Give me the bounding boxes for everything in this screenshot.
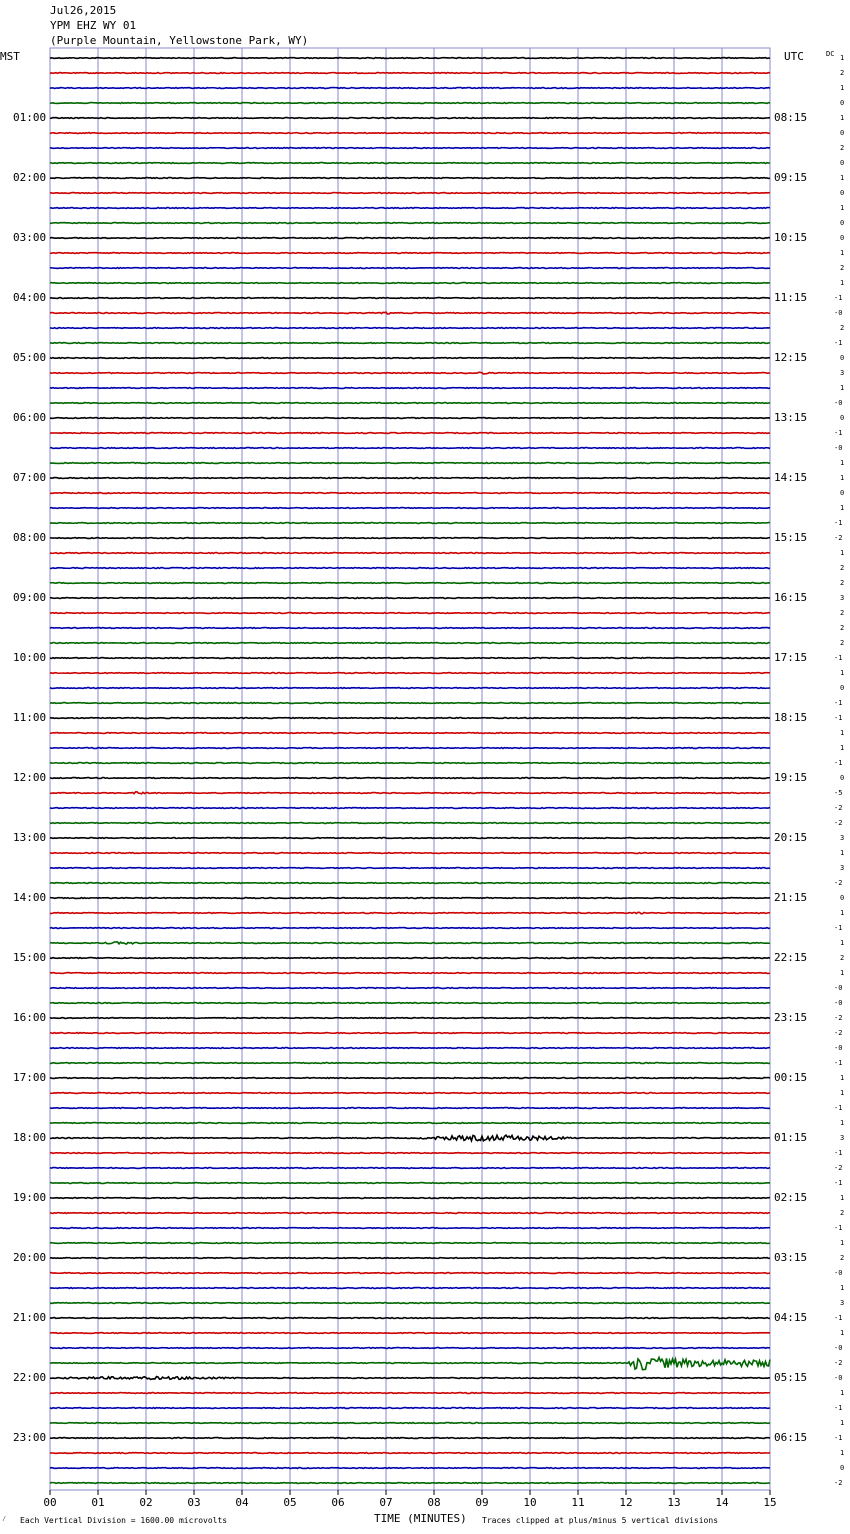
trace-row-57 xyxy=(50,912,770,913)
trace-row-73 xyxy=(50,1153,770,1154)
trace-row-39 xyxy=(50,643,770,644)
trace-row-8 xyxy=(50,178,770,179)
trace-row-23 xyxy=(50,403,770,404)
dc-offset-value: -1 xyxy=(834,339,843,347)
trace-row-91 xyxy=(50,1423,770,1424)
trace-row-10 xyxy=(50,208,770,209)
trace-row-78 xyxy=(50,1228,770,1229)
dc-offset-value: -2 xyxy=(834,1029,843,1037)
right-hour-label: 06:15 xyxy=(774,1431,808,1444)
dc-offset-value: 1 xyxy=(840,504,845,512)
trace-row-22 xyxy=(50,388,770,389)
right-hour-label: 20:15 xyxy=(774,831,808,844)
trace-row-15 xyxy=(50,283,770,284)
dc-offset-value: 1 xyxy=(840,249,845,257)
header-date: Jul26,2015 xyxy=(50,4,117,17)
trace-row-69 xyxy=(50,1093,770,1094)
header-station: YPM EHZ WY 01 xyxy=(50,19,137,32)
header-location: (Purple Mountain, Yellowstone Park, WY) xyxy=(50,34,309,47)
dc-offset-value: -1 xyxy=(834,1224,843,1232)
trace-row-80 xyxy=(50,1258,770,1259)
trace-row-56 xyxy=(50,898,770,899)
x-tick-label: 02 xyxy=(139,1496,153,1509)
trace-row-70 xyxy=(50,1108,770,1109)
dc-offset-value: -2 xyxy=(834,819,843,827)
trace-row-5 xyxy=(50,133,770,134)
left-hour-label: 23:00 xyxy=(13,1431,47,1444)
trace-row-88 xyxy=(50,1377,770,1380)
trace-row-32 xyxy=(50,538,770,539)
left-hour-label: 01:00 xyxy=(13,111,47,124)
trace-row-31 xyxy=(50,523,770,524)
left-hour-label: 08:00 xyxy=(13,531,47,544)
dc-offset-value: 1 xyxy=(840,744,845,752)
left-hour-label: 10:00 xyxy=(13,651,47,664)
dc-offset-value: 0 xyxy=(840,354,845,362)
dc-offset-value: -1 xyxy=(834,759,843,767)
trace-row-50 xyxy=(50,808,770,809)
x-tick-label: 12 xyxy=(619,1496,633,1509)
trace-row-2 xyxy=(50,88,770,89)
left-hour-label: 09:00 xyxy=(13,591,47,604)
dc-offset-value: -2 xyxy=(834,1359,843,1367)
dc-offset-value: -2 xyxy=(834,534,843,542)
trace-row-79 xyxy=(50,1243,770,1244)
clip-note: Traces clipped at plus/minus 5 vertical divisions xyxy=(482,1516,719,1525)
dc-offset-value: 2 xyxy=(840,324,845,332)
dc-offset-value: 1 xyxy=(840,204,845,212)
dc-offset-value: 2 xyxy=(840,579,845,587)
dc-offset-value: 1 xyxy=(840,849,845,857)
x-tick-label: 15 xyxy=(763,1496,777,1509)
x-tick-label: 13 xyxy=(667,1496,681,1509)
dc-offset-value: 1 xyxy=(840,549,845,557)
trace-row-9 xyxy=(50,193,770,194)
trace-row-72 xyxy=(50,1135,770,1141)
trace-row-4 xyxy=(50,118,770,119)
x-tick-label: 05 xyxy=(283,1496,297,1509)
trace-row-90 xyxy=(50,1408,770,1409)
trace-row-92 xyxy=(50,1438,770,1439)
trace-row-45 xyxy=(50,733,770,734)
trace-row-36 xyxy=(50,598,770,599)
dc-offset-value: -0 xyxy=(834,399,843,407)
dc-offset-value: 3 xyxy=(840,834,845,842)
trace-row-54 xyxy=(50,868,770,869)
dc-offset-value: -0 xyxy=(834,1269,843,1277)
trace-row-85 xyxy=(50,1333,770,1334)
x-tick-label: 00 xyxy=(43,1496,57,1509)
dc-offset-value: 0 xyxy=(840,219,845,227)
right-hour-label: 08:15 xyxy=(774,111,808,124)
dc-offset-value: -2 xyxy=(834,1164,843,1172)
trace-row-76 xyxy=(50,1198,770,1199)
trace-row-0 xyxy=(50,58,770,59)
dc-offset-value: 1 xyxy=(840,474,845,482)
right-hour-label: 19:15 xyxy=(774,771,808,784)
trace-row-47 xyxy=(50,763,770,764)
trace-row-42 xyxy=(50,688,770,689)
trace-row-63 xyxy=(50,1003,770,1004)
dc-offset-value: 1 xyxy=(840,384,845,392)
dc-offset-value: 0 xyxy=(840,1464,845,1472)
trace-row-27 xyxy=(50,463,770,464)
trace-row-66 xyxy=(50,1048,770,1049)
left-hour-label: 14:00 xyxy=(13,891,47,904)
dc-offset-value: 2 xyxy=(840,624,845,632)
trace-row-61 xyxy=(50,973,770,974)
left-hour-label: 19:00 xyxy=(13,1191,47,1204)
dc-offset-value: 1 xyxy=(840,1119,845,1127)
trace-row-35 xyxy=(50,583,770,584)
dc-offset-value: 0 xyxy=(840,894,845,902)
x-tick-label: 07 xyxy=(379,1496,393,1509)
dc-offset-value: -0 xyxy=(834,999,843,1007)
dc-offset-value: 1 xyxy=(840,1329,845,1337)
trace-row-28 xyxy=(50,478,770,479)
left-hour-label: 02:00 xyxy=(13,171,47,184)
right-hour-label: 13:15 xyxy=(774,411,808,424)
dc-offset-value: 2 xyxy=(840,264,845,272)
dc-offset-value: -1 xyxy=(834,519,843,527)
trace-row-14 xyxy=(50,268,770,269)
trace-row-34 xyxy=(50,568,770,569)
x-tick-label: 09 xyxy=(475,1496,489,1509)
trace-row-16 xyxy=(50,298,770,299)
dc-offset-value: 1 xyxy=(840,174,845,182)
trace-row-41 xyxy=(50,673,770,674)
trace-row-38 xyxy=(50,628,770,629)
trace-row-1 xyxy=(50,73,770,74)
left-hour-label: 03:00 xyxy=(13,231,47,244)
right-hour-label: 05:15 xyxy=(774,1371,808,1384)
dc-offset-value: -2 xyxy=(834,879,843,887)
right-hour-label: 12:15 xyxy=(774,351,808,364)
trace-row-59 xyxy=(50,942,770,944)
trace-row-74 xyxy=(50,1168,770,1169)
left-hour-label: 18:00 xyxy=(13,1131,47,1144)
dc-offset-value: 0 xyxy=(840,189,845,197)
trace-row-26 xyxy=(50,448,770,449)
trace-row-7 xyxy=(50,163,770,164)
trace-row-24 xyxy=(50,418,770,419)
left-hour-label: 17:00 xyxy=(13,1071,47,1084)
trace-row-68 xyxy=(50,1078,770,1079)
dc-offset-value: -1 xyxy=(834,924,843,932)
right-hour-label: 00:15 xyxy=(774,1071,808,1084)
dc-offset-value: 1 xyxy=(840,279,845,287)
dc-offset-value: 0 xyxy=(840,99,845,107)
dc-offset-value: -0 xyxy=(834,984,843,992)
dc-offset-value: 1 xyxy=(840,939,845,947)
trace-row-60 xyxy=(50,958,770,959)
plot-frame xyxy=(50,48,770,1490)
right-hour-label: 02:15 xyxy=(774,1191,808,1204)
trace-row-17 xyxy=(50,312,770,314)
scale-mark: ⁄ xyxy=(2,1515,7,1523)
right-hour-label: 14:15 xyxy=(774,471,808,484)
left-hour-label: 04:00 xyxy=(13,291,47,304)
dc-offset-value: -1 xyxy=(834,654,843,662)
dc-offset-value: 0 xyxy=(840,414,845,422)
dc-offset-value: 0 xyxy=(840,234,845,242)
trace-row-40 xyxy=(50,658,770,659)
x-tick-label: 06 xyxy=(331,1496,345,1509)
dc-offset-value: 1 xyxy=(840,1449,845,1457)
trace-row-83 xyxy=(50,1303,770,1304)
right-hour-label: 09:15 xyxy=(774,171,808,184)
dc-offset-value: 3 xyxy=(840,864,845,872)
dc-offset-value: -1 xyxy=(834,1434,843,1442)
left-hour-label: 11:00 xyxy=(13,711,47,724)
trace-row-86 xyxy=(50,1348,770,1349)
dc-offset-value: 2 xyxy=(840,639,845,647)
trace-row-19 xyxy=(50,343,770,344)
right-hour-label: 10:15 xyxy=(774,231,808,244)
dc-offset-value: 2 xyxy=(840,954,845,962)
dc-offset-value: -1 xyxy=(834,1149,843,1157)
dc-offset-value: 0 xyxy=(840,489,845,497)
dc-offset-value: -5 xyxy=(834,789,843,797)
dc-offset-value: -1 xyxy=(834,1059,843,1067)
left-hour-label: 13:00 xyxy=(13,831,47,844)
trace-row-75 xyxy=(50,1183,770,1184)
dc-offset-value: 1 xyxy=(840,969,845,977)
right-hour-label: 15:15 xyxy=(774,531,808,544)
dc-offset-value: -1 xyxy=(834,699,843,707)
trace-row-18 xyxy=(50,328,770,329)
trace-row-46 xyxy=(50,748,770,749)
dc-offset-value: 2 xyxy=(840,1254,845,1262)
trace-row-67 xyxy=(50,1063,770,1064)
dc-offset-value: 2 xyxy=(840,144,845,152)
trace-row-21 xyxy=(50,372,770,374)
trace-row-95 xyxy=(50,1483,770,1484)
trace-row-20 xyxy=(50,358,770,359)
trace-row-11 xyxy=(50,223,770,224)
dc-offset-value: 1 xyxy=(840,84,845,92)
x-axis-title: TIME (MINUTES) xyxy=(374,1512,467,1525)
trace-row-44 xyxy=(50,718,770,719)
left-hour-label: 21:00 xyxy=(13,1311,47,1324)
trace-row-62 xyxy=(50,988,770,989)
dc-offset-value: 3 xyxy=(840,1299,845,1307)
dc-offset-value: -0 xyxy=(834,1344,843,1352)
x-tick-label: 01 xyxy=(91,1496,105,1509)
dc-offset-value: 1 xyxy=(840,1419,845,1427)
trace-row-12 xyxy=(50,238,770,239)
right-hour-label: 04:15 xyxy=(774,1311,808,1324)
left-hour-label: 12:00 xyxy=(13,771,47,784)
right-hour-label: 11:15 xyxy=(774,291,808,304)
left-hour-label: 16:00 xyxy=(13,1011,47,1024)
dc-offset-value: 1 xyxy=(840,669,845,677)
dc-offset-value: 1 xyxy=(840,1239,845,1247)
dc-offset-value: 1 xyxy=(840,1089,845,1097)
dc-offset-value: 1 xyxy=(840,909,845,917)
dc-offset-value: -1 xyxy=(834,1404,843,1412)
trace-row-29 xyxy=(50,493,770,494)
right-hour-label: 01:15 xyxy=(774,1131,808,1144)
dc-offset-value: -1 xyxy=(834,1314,843,1322)
dc-offset-value: 3 xyxy=(840,594,845,602)
right-hour-label: 03:15 xyxy=(774,1251,808,1264)
trace-row-49 xyxy=(50,792,770,794)
dc-offset-value: -1 xyxy=(834,714,843,722)
dc-offset-value: 0 xyxy=(840,159,845,167)
dc-offset-value: 0 xyxy=(840,774,845,782)
dc-offset-value: 0 xyxy=(840,129,845,137)
left-hour-label: 22:00 xyxy=(13,1371,47,1384)
trace-row-87 xyxy=(50,1357,770,1369)
dc-offset-value: 1 xyxy=(840,729,845,737)
dc-offset-value: -0 xyxy=(834,444,843,452)
dc-offset-header: DC xyxy=(826,50,835,58)
dc-offset-value: -1 xyxy=(834,429,843,437)
trace-row-55 xyxy=(50,883,770,884)
right-timezone-label: UTC xyxy=(784,50,804,63)
left-hour-label: 15:00 xyxy=(13,951,47,964)
dc-offset-value: 3 xyxy=(840,1134,845,1142)
dc-offset-value: 0 xyxy=(840,684,845,692)
dc-offset-value: -1 xyxy=(834,294,843,302)
trace-row-25 xyxy=(50,433,770,434)
dc-offset-value: -2 xyxy=(834,1014,843,1022)
trace-row-51 xyxy=(50,823,770,824)
dc-offset-value: 1 xyxy=(840,54,845,62)
x-tick-label: 04 xyxy=(235,1496,249,1509)
dc-offset-value: -0 xyxy=(834,1374,843,1382)
trace-row-81 xyxy=(50,1273,770,1274)
x-tick-label: 11 xyxy=(571,1496,585,1509)
dc-offset-value: 3 xyxy=(840,369,845,377)
right-hour-label: 21:15 xyxy=(774,891,808,904)
right-hour-label: 18:15 xyxy=(774,711,808,724)
dc-offset-value: 1 xyxy=(840,114,845,122)
left-hour-label: 06:00 xyxy=(13,411,47,424)
dc-offset-value: 1 xyxy=(840,1389,845,1397)
right-hour-label: 17:15 xyxy=(774,651,808,664)
trace-row-82 xyxy=(50,1288,770,1289)
x-tick-label: 14 xyxy=(715,1496,729,1509)
dc-offset-value: -2 xyxy=(834,804,843,812)
dc-offset-value: -0 xyxy=(834,309,843,317)
trace-row-53 xyxy=(50,853,770,854)
trace-row-84 xyxy=(50,1318,770,1319)
trace-row-33 xyxy=(50,553,770,554)
trace-row-58 xyxy=(50,928,770,929)
trace-row-65 xyxy=(50,1033,770,1034)
dc-offset-value: 2 xyxy=(840,564,845,572)
trace-row-64 xyxy=(50,1018,770,1019)
left-hour-label: 05:00 xyxy=(13,351,47,364)
trace-row-37 xyxy=(50,613,770,614)
x-tick-label: 08 xyxy=(427,1496,441,1509)
trace-row-13 xyxy=(50,253,770,254)
right-hour-label: 23:15 xyxy=(774,1011,808,1024)
trace-row-89 xyxy=(50,1393,770,1394)
dc-offset-value: -0 xyxy=(834,1044,843,1052)
trace-row-6 xyxy=(50,148,770,149)
dc-offset-value: 1 xyxy=(840,1074,845,1082)
dc-offset-value: 2 xyxy=(840,609,845,617)
x-tick-label: 10 xyxy=(523,1496,537,1509)
right-hour-label: 16:15 xyxy=(774,591,808,604)
dc-offset-value: 1 xyxy=(840,459,845,467)
trace-row-71 xyxy=(50,1123,770,1124)
trace-row-3 xyxy=(50,103,770,104)
scale-note: Each Vertical Division = 1600.00 microvolts xyxy=(20,1516,228,1525)
dc-offset-value: -1 xyxy=(834,1104,843,1112)
right-hour-label: 22:15 xyxy=(774,951,808,964)
left-hour-label: 07:00 xyxy=(13,471,47,484)
trace-row-48 xyxy=(50,778,770,779)
dc-offset-value: -1 xyxy=(834,1179,843,1187)
trace-row-77 xyxy=(50,1213,770,1214)
dc-offset-value: 1 xyxy=(840,1194,845,1202)
x-tick-label: 03 xyxy=(187,1496,201,1509)
trace-row-52 xyxy=(50,838,770,839)
trace-row-94 xyxy=(50,1468,770,1469)
left-timezone-label: MST xyxy=(0,50,20,63)
dc-offset-value: 2 xyxy=(840,1209,845,1217)
trace-row-93 xyxy=(50,1453,770,1454)
dc-offset-value: 1 xyxy=(840,1284,845,1292)
trace-row-30 xyxy=(50,508,770,509)
dc-offset-value: 2 xyxy=(840,69,845,77)
trace-row-43 xyxy=(50,703,770,704)
dc-offset-value: -2 xyxy=(834,1479,843,1487)
left-hour-label: 20:00 xyxy=(13,1251,47,1264)
